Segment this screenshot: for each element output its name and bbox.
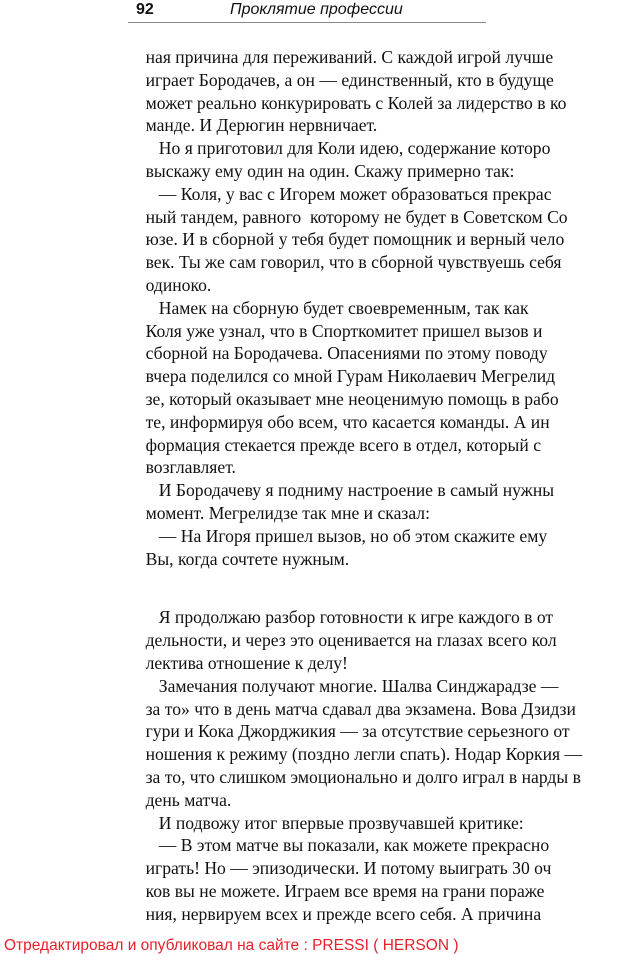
text-line: дельности, и через это оценивается на глазах всего кол <box>128 630 557 651</box>
text-line: возглавляет. <box>128 457 236 478</box>
page-number: 92 <box>136 1 154 18</box>
text-line: манде. И Дерюгин нервничает. <box>128 115 378 136</box>
text-line: Но я приготовил для Коли идею, содержание которо <box>128 138 551 159</box>
footer-note: Отредактировал и опубликовал на сайте : PRESSI ( HERSON ) <box>4 937 459 954</box>
running-title: Проклятие профессии <box>230 1 403 18</box>
text-line: Коля уже узнал, что в Спорткомитет пришел вызов и <box>128 320 543 341</box>
running-header <box>128 0 486 23</box>
text-line: — Коля, у вас с Игорем может образоваться прекрас <box>128 183 552 204</box>
text-line: зе, который оказывает мне неоценимую помощь в рабо <box>128 388 559 409</box>
text-line: юзе. И в сборной у тебя будет помощник и верный чело <box>128 229 565 250</box>
section-gap <box>128 570 620 606</box>
text-line: одиноко. <box>128 274 212 295</box>
text-line: формация стекается прежде всего в отдел, который с <box>128 434 541 455</box>
text-line: момент. Мегрелидзе так мне и сказал: <box>128 502 430 523</box>
text-line: вчера поделился со мной Гурам Николаевич Мегрелид <box>128 366 556 387</box>
text-line: И подвожу итог впервые прозвучавшей критике: <box>128 812 524 833</box>
text-line: ный тандем, равного которому не будет в Советском Со <box>128 206 568 227</box>
text-line: ков вы не можете. Играем все время на грани пораже <box>128 880 545 901</box>
text-line: век. Ты же сам говорил, что в сборной чувствуешь себя <box>128 252 562 273</box>
body-text <box>128 46 620 925</box>
text-line: за то, что слишком эмоционально и долго играл в нарды в <box>128 766 581 787</box>
text-line: может реально конкурировать с Колей за лидерство в ко <box>128 92 567 113</box>
text-line: Намек на сборную будет своевременным, так как <box>128 297 529 318</box>
text-line: — На Игоря пришел вызов, но об этом скажите ему <box>128 525 548 546</box>
text-line: ная причина для переживаний. С каждой игрой лучше <box>128 47 554 67</box>
text-line: Я продолжаю разбор готовности к игре каждого в от <box>128 607 554 628</box>
text-line: играть! Но — эпизодически. И потому выиграть 30 оч <box>128 858 552 879</box>
text-line: И Бородачеву я подниму настроение в самый нужны <box>128 480 555 501</box>
text-section-2 <box>128 606 620 925</box>
text-line: Вы, когда сочтете нужным. <box>128 548 350 569</box>
text-line: ношения к режиму (поздно легли спать). Нодар Коркия — <box>128 744 583 765</box>
text-line: те, информируя обо всем, что касается команды. А ин <box>128 411 550 432</box>
text-line: сборной на Бородачева. Опасениями по этому поводу <box>128 343 548 364</box>
text-line: за то» что в день матча сдавал два экзамена. Вова Дзидзи <box>128 698 576 719</box>
text-line: Замечания получают многие. Шалва Синджарадзе — <box>128 675 559 696</box>
text-line: день матча. <box>128 789 232 810</box>
text-section-1 <box>128 46 620 570</box>
text-line: играет Бородачев, а он — единственный, кто в будуще <box>128 69 554 90</box>
text-line: — В этом матче вы показали, как можете прекрасно <box>128 835 550 856</box>
text-line: выскажу ему один на один. Скажу примерно так: <box>128 160 515 181</box>
text-line: ния, нервируем всех и прежде всего себя. А причина <box>128 903 542 924</box>
text-line: гури и Кока Джорджикия — за отсутствие серьезного от <box>128 721 570 742</box>
text-line: лектива отношение к делу! <box>128 652 348 673</box>
